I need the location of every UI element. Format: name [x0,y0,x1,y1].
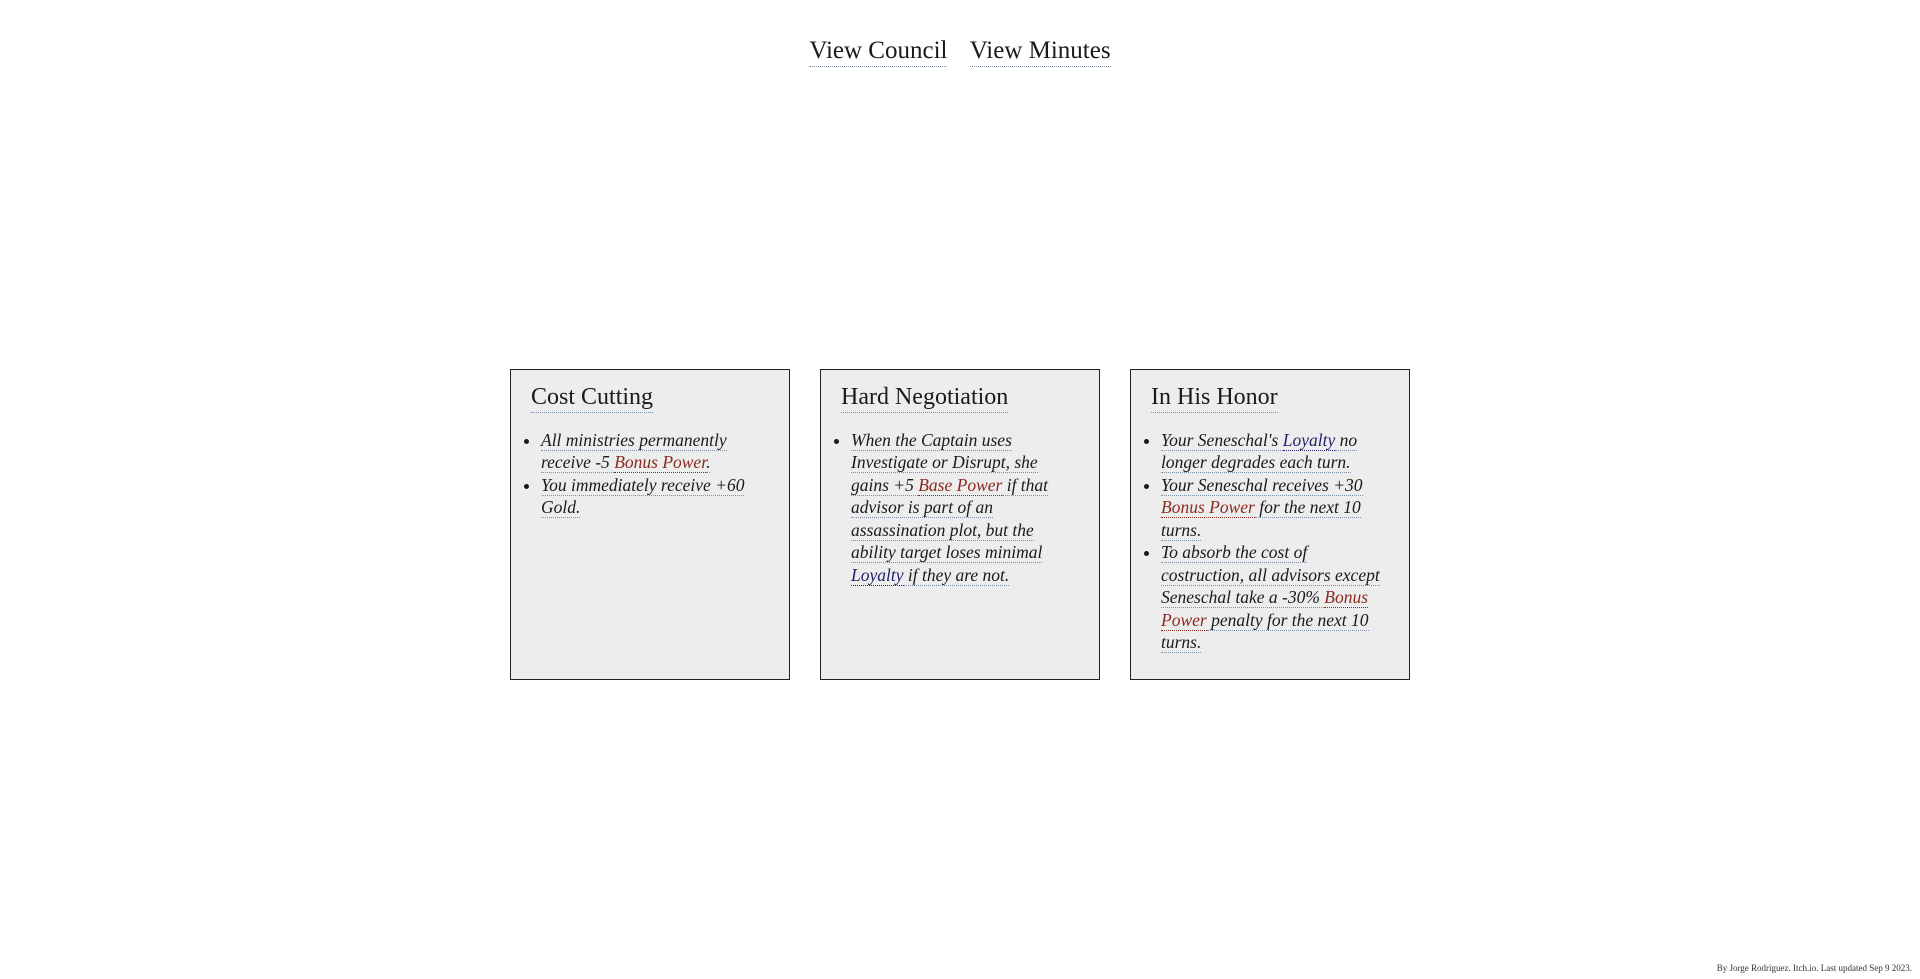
effect-list [1151,429,1389,654]
effect-text: for the next 10 turns. [1161,497,1361,540]
effect-list [531,429,769,519]
effect-text: if that advisor is part of an assassination plot, but the ability target loses minimal [851,474,1049,563]
effect-item [1161,541,1389,654]
view-minutes-link[interactable]: View Minutes [970,36,1111,67]
card-hard-negotiation[interactable] [820,369,1100,680]
view-council-link[interactable]: View Council [809,36,947,67]
effect-list [841,429,1079,587]
card-in-his-honor[interactable] [1130,369,1410,680]
effect-text: When the Captain uses Investigate or Disrupt, she gains +5 [851,429,1038,495]
card-title: Cost Cutting [531,383,653,413]
bonus-power-term[interactable]: Bonus Power [1161,497,1255,518]
bonus-power-term[interactable]: Bonus Power [1161,587,1369,630]
effect-text: penalty for the next 10 turns. [1161,609,1369,653]
loyalty-term[interactable]: Loyalty [1282,429,1336,450]
effect-item [1161,429,1389,474]
effect-text: To absorb the cost of costruction, all advisors except Seneschal take a -30% [1161,542,1380,608]
effect-text: Your Seneschal's [1161,429,1283,450]
effect-text: if they are not. [903,564,1010,585]
effect-item [1161,474,1389,542]
top-nav [0,36,1920,67]
effect-text: . [706,452,711,473]
card-title: In His Honor [1151,383,1278,413]
effect-text: You immediately receive +60 Gold. [541,474,745,518]
bonus-power-term[interactable]: Bonus Power [614,452,707,473]
card-title: Hard Negotiation [841,383,1008,413]
footer-credits: By Jorge Rodriguez. Itch.io. Last updated Sep 9 2023. [1716,963,1912,973]
base-power-term[interactable]: Base Power [918,474,1003,495]
effect-text: no longer degrades each turn. [1161,429,1358,473]
effect-item [851,429,1079,587]
card-cost-cutting[interactable] [510,369,790,680]
loyalty-term[interactable]: Loyalty [851,564,904,585]
card-row [0,369,1920,680]
effect-item [541,474,769,519]
effect-text: Your Seneschal receives +30 [1161,474,1363,495]
effect-item [541,429,769,474]
effect-text: All ministries permanently receive -5 [541,429,727,473]
